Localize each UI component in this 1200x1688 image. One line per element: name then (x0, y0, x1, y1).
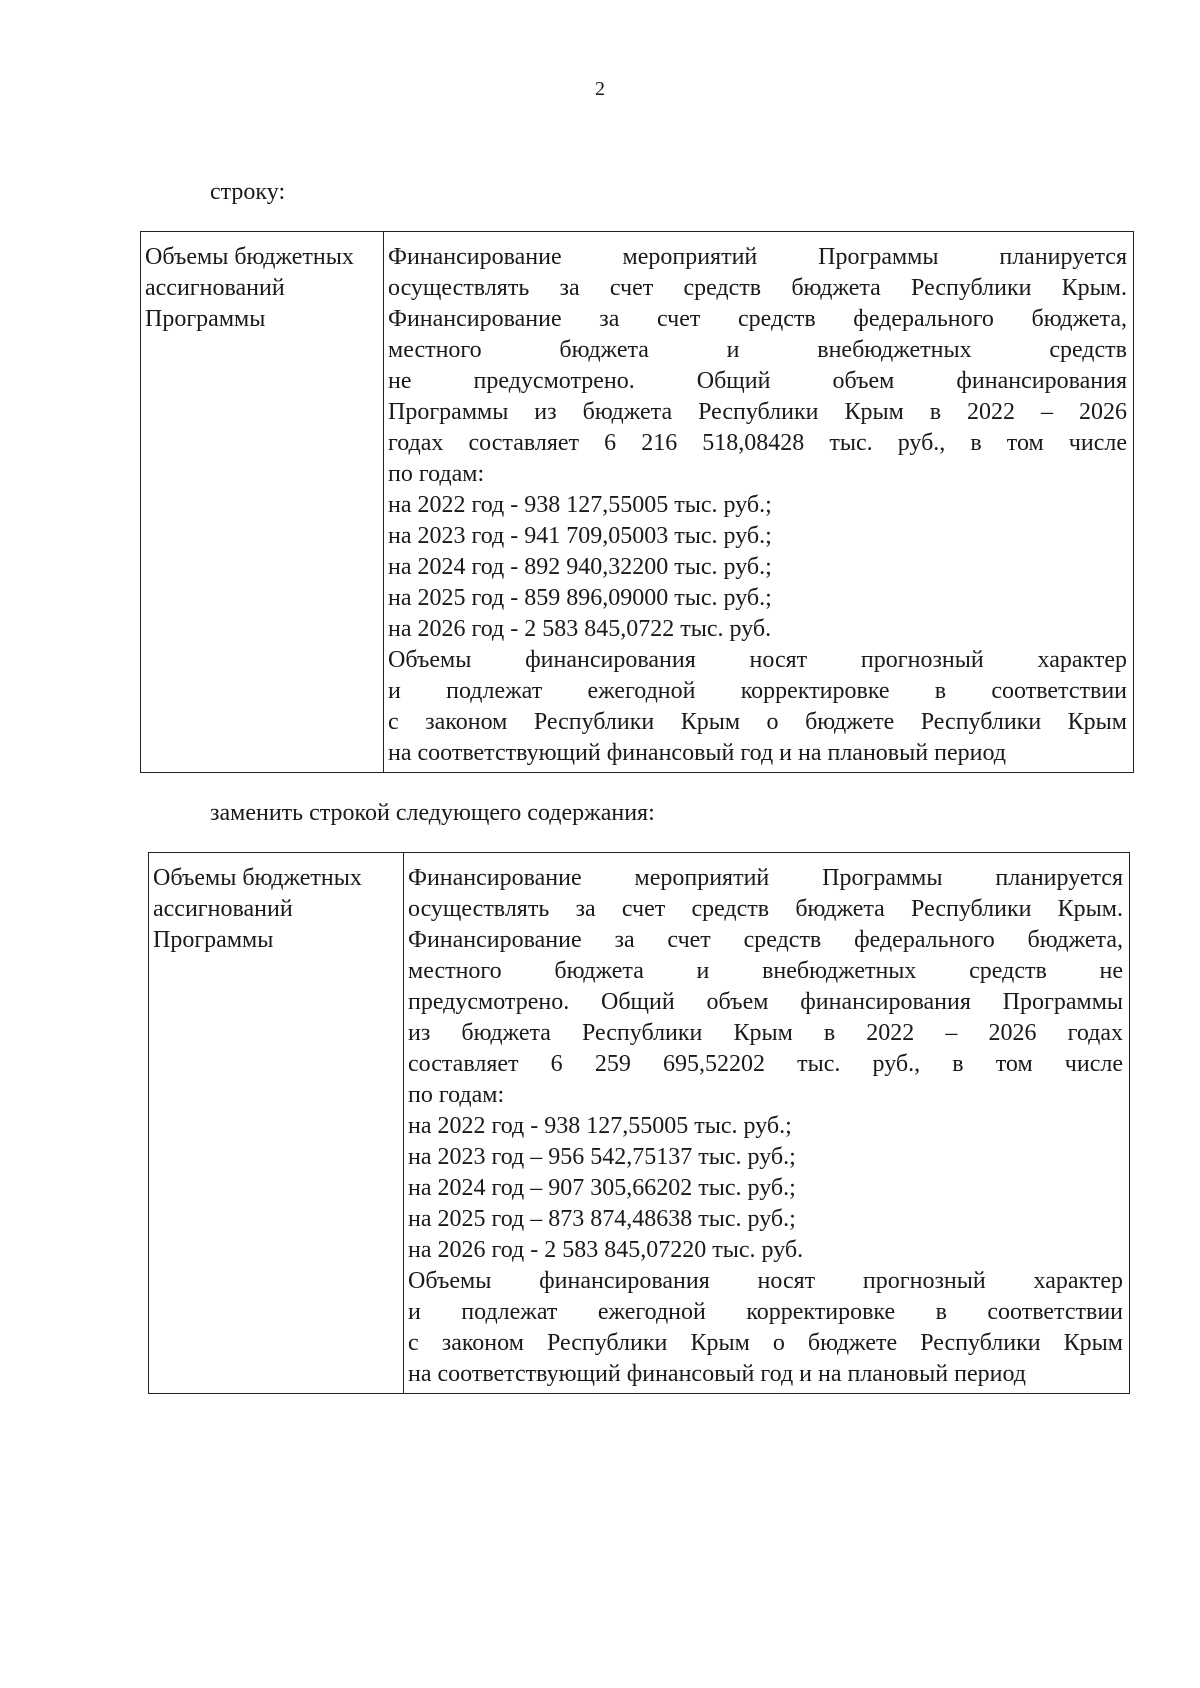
year-amount-line: на 2025 год – 873 874,48638 тыс. руб.; (408, 1206, 796, 1232)
content-line: годах составляет 6 216 518,08428 тыс. руб., в том числе (388, 430, 1127, 456)
row-label-line: Объемы бюджетных (153, 865, 362, 891)
content-line: и подлежат ежегодной корректировке в соответствии (388, 678, 1127, 704)
content-line: Финансирование за счет средств федерального бюджета, (408, 927, 1123, 953)
content-line: по годам: (408, 1082, 505, 1108)
content-line: по годам: (388, 461, 485, 487)
content-line: с законом Республики Крым о бюджете Республики Крым (408, 1330, 1123, 1356)
content-line: Объемы финансирования носят прогнозный характер (408, 1268, 1123, 1294)
content-line: Финансирование за счет средств федерального бюджета, (388, 306, 1127, 332)
year-amount-line: на 2023 год – 956 542,75137 тыс. руб.; (408, 1144, 796, 1170)
year-amount-line: на 2025 год - 859 896,09000 тыс. руб.; (388, 585, 772, 611)
old-row-table (140, 231, 1134, 773)
content-line: составляет 6 259 695,52202 тыс. руб., в том числе (408, 1051, 1123, 1077)
year-amount-line: на 2024 год – 907 305,66202 тыс. руб.; (408, 1175, 796, 1201)
content-line: с законом Республики Крым о бюджете Республики Крым (388, 709, 1127, 735)
content-line: на соответствующий финансовый год и на плановый период (388, 740, 1006, 766)
year-amount-line: на 2026 год - 2 583 845,0722 тыс. руб. (388, 616, 772, 642)
row-label-cell (149, 853, 404, 1394)
row-label-line: Программы (145, 306, 266, 332)
year-amount-line: на 2022 год - 938 127,55005 тыс. руб.; (408, 1113, 792, 1139)
row-content-cell (404, 853, 1130, 1394)
lead-text-new-row: заменить строкой следующего содержания: (210, 800, 655, 826)
row-content-cell (384, 232, 1134, 773)
new-row-table (148, 852, 1130, 1394)
row-label-line: ассигнований (145, 275, 285, 301)
content-line: Финансирование мероприятий Программы планируется (388, 244, 1127, 270)
year-amount-line: на 2024 год - 892 940,32200 тыс. руб.; (388, 554, 772, 580)
table-row (149, 853, 1130, 1394)
content-line: осуществлять за счет средств бюджета Республики Крым. (408, 896, 1123, 922)
content-line: осуществлять за счет средств бюджета Республики Крым. (388, 275, 1127, 301)
row-label-line: Объемы бюджетных (145, 244, 354, 270)
content-line: местного бюджета и внебюджетных средств (388, 337, 1127, 363)
lead-text-old-row: строку: (210, 179, 286, 205)
content-line: не предусмотрено. Общий объем финансирования (388, 368, 1127, 394)
content-line: Объемы финансирования носят прогнозный характер (388, 647, 1127, 673)
content-line: из бюджета Республики Крым в 2022 – 2026 годах (408, 1020, 1123, 1046)
content-line: Программы из бюджета Республики Крым в 2022 – 2026 (388, 399, 1127, 425)
table-row (141, 232, 1134, 773)
year-amount-line: на 2023 год - 941 709,05003 тыс. руб.; (388, 523, 772, 549)
row-label-cell (141, 232, 384, 773)
year-amount-line: на 2026 год - 2 583 845,07220 тыс. руб. (408, 1237, 804, 1263)
content-line: Финансирование мероприятий Программы планируется (408, 865, 1123, 891)
content-line: на соответствующий финансовый год и на плановый период (408, 1361, 1026, 1387)
row-label-line: ассигнований (153, 896, 293, 922)
content-line: и подлежат ежегодной корректировке в соответствии (408, 1299, 1123, 1325)
year-amount-line: на 2022 год - 938 127,55005 тыс. руб.; (388, 492, 772, 518)
content-line: местного бюджета и внебюджетных средств не (408, 958, 1123, 984)
page-number: 2 (595, 78, 605, 100)
row-label-line: Программы (153, 927, 274, 953)
content-line: предусмотрено. Общий объем финансирования Программы (408, 989, 1123, 1015)
